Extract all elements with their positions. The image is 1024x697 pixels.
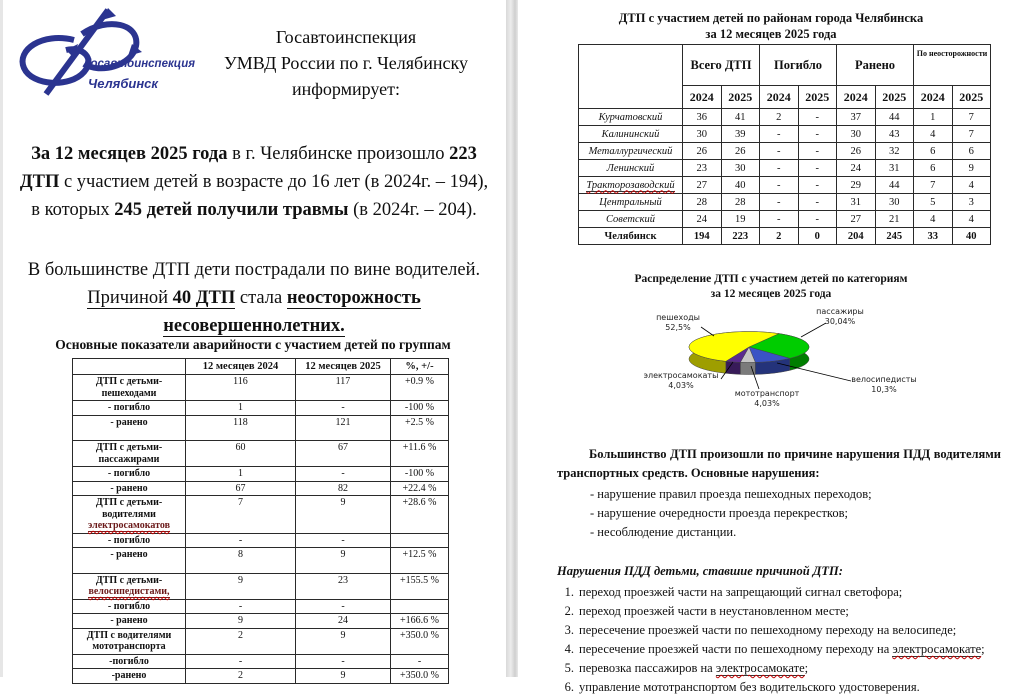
violation-item: - несоблюдение дистанции.: [590, 525, 737, 539]
district-value-cell: -: [798, 143, 837, 160]
district-value-cell: 6: [952, 143, 991, 160]
group-label-cell: -погибло: [73, 654, 186, 669]
district-value-cell: 26: [721, 143, 760, 160]
group-value-cell: 9: [296, 496, 391, 534]
groups-table-row: [73, 415, 449, 441]
group-value-cell: -: [186, 533, 296, 548]
district-value-cell: -: [760, 160, 799, 177]
district-value-cell: 32: [875, 143, 914, 160]
gibdd-logo: [12, 6, 202, 102]
groups-header-pct: %, +/-: [391, 359, 449, 375]
group-value-cell: 9: [186, 573, 296, 599]
intro-bold-2: 223 ДТП: [19, 144, 477, 192]
district-value-cell: 39: [721, 126, 760, 143]
district-table-row: [579, 160, 991, 177]
intro-text-2: с участием детей в возрасте до 16 лет (в 2024г. – 194), в которых: [31, 172, 489, 220]
district-value-cell: -: [798, 126, 837, 143]
group-value-cell: 8: [186, 548, 296, 574]
intro-text-3: (в 2024г. – 204).: [348, 200, 477, 220]
district-table-title-line2: за 12 месяцев 2025 года: [705, 27, 837, 41]
district-value-cell: 7: [914, 177, 953, 194]
district-value-cell: 24: [683, 211, 722, 228]
district-value-cell: 6: [914, 143, 953, 160]
district-table-row: [579, 109, 991, 126]
district-value-cell: 223: [721, 228, 760, 245]
children-violations-heading: Нарушения ПДД детьми, ставшие причиной ДТП:: [557, 564, 843, 578]
group-value-cell: 1: [186, 401, 296, 416]
group-label-cell: - погибло: [73, 467, 186, 482]
group-value-cell: -: [186, 599, 296, 614]
group-label-cell: - ранено: [73, 415, 186, 441]
groups-table-row: [73, 628, 449, 654]
district-value-cell: -: [760, 194, 799, 211]
heading-line1: Госавтоинспекция: [275, 27, 417, 47]
district-value-cell: 40: [952, 228, 991, 245]
district-value-cell: 44: [875, 177, 914, 194]
children-violation-item: 6. управление мототранспортом без водительского удостоверения.: [564, 680, 920, 694]
district-name-cell: Ленинский: [579, 160, 683, 177]
group-label-cell: - ранено: [73, 614, 186, 629]
logo-title: Госавтоинспекция: [84, 58, 196, 70]
year-header: 2025: [721, 86, 760, 109]
district-value-cell: 26: [837, 143, 876, 160]
district-value-cell: 245: [875, 228, 914, 245]
district-value-cell: 30: [721, 160, 760, 177]
groups-header-2025: 12 месяцев 2025: [296, 359, 391, 375]
district-value-cell: -: [798, 194, 837, 211]
group-value-cell: 9: [186, 614, 296, 629]
district-value-cell: 4: [952, 211, 991, 228]
groups-table-title: Основные показатели аварийности с участием детей по группам: [55, 337, 451, 352]
district-value-cell: 23: [683, 160, 722, 177]
groups-header-empty: [73, 359, 186, 375]
group-value-cell: 117: [296, 375, 391, 401]
groups-table-row: [73, 614, 449, 629]
group-value-cell: +350.0 %: [391, 669, 449, 684]
district-value-cell: 21: [875, 211, 914, 228]
district-header-died: Погибло: [760, 45, 837, 86]
group-value-cell: -: [186, 654, 296, 669]
group-value-cell: -: [391, 654, 449, 669]
cause-underline-1: Причиной: [87, 288, 173, 308]
group-value-cell: +350.0 %: [391, 628, 449, 654]
year-header: 2025: [952, 86, 991, 109]
group-value-cell: 67: [186, 481, 296, 496]
year-header: 2025: [875, 86, 914, 109]
district-value-cell: 7: [952, 126, 991, 143]
group-value-cell: +12.5 %: [391, 548, 449, 574]
group-value-cell: +28.6 %: [391, 496, 449, 534]
groups-table-row: [73, 496, 449, 534]
district-value-cell: 19: [721, 211, 760, 228]
district-name-cell: Челябинск: [579, 228, 683, 245]
groups-table-row: [73, 441, 449, 467]
district-value-cell: -: [760, 177, 799, 194]
district-value-cell: 7: [952, 109, 991, 126]
page-left: [0, 0, 506, 681]
group-value-cell: -: [296, 401, 391, 416]
district-table-title-line1: ДТП с участием детей по районам города Челябинска: [618, 11, 924, 25]
cause-bold-underline-2: неосторожность несовершеннолетних.: [163, 288, 421, 336]
cause-bold-underline: 40 ДТП: [172, 288, 236, 308]
group-label-cell: - погибло: [73, 533, 186, 548]
group-value-cell: +155.5 %: [391, 573, 449, 599]
violation-item: - нарушение правил проезда пешеходных переходов;: [590, 487, 872, 501]
groups-table-row: [73, 467, 449, 482]
district-table-title: [518, 10, 1024, 42]
district-header-groups-row: [579, 45, 991, 86]
district-table-row: [579, 143, 991, 160]
group-value-cell: 9: [296, 628, 391, 654]
group-label-cell: -ранено: [73, 669, 186, 684]
group-value-cell: 1: [186, 467, 296, 482]
group-value-cell: [391, 533, 449, 548]
pie-chart: [558, 303, 998, 428]
group-value-cell: +0.9 %: [391, 375, 449, 401]
district-value-cell: -: [798, 177, 837, 194]
pie-label-пешеходы: пешеходы 52,5%: [656, 313, 700, 332]
district-value-cell: 27: [683, 177, 722, 194]
logo-subtitle: Челябинск: [88, 76, 158, 91]
pie-chart-title-line1: Распределение ДТП с участием детей по категориям: [634, 273, 908, 285]
groups-table: [72, 358, 449, 684]
district-name-cell: Советский: [579, 211, 683, 228]
district-value-cell: 2: [760, 109, 799, 126]
district-value-cell: 31: [837, 194, 876, 211]
group-value-cell: 2: [186, 669, 296, 684]
year-header: 2024: [914, 86, 953, 109]
district-table-row: [579, 228, 991, 245]
district-value-cell: 204: [837, 228, 876, 245]
groups-table-row: [73, 599, 449, 614]
pie-chart-title: [518, 272, 1024, 302]
group-value-cell: -: [296, 467, 391, 482]
district-value-cell: 26: [683, 143, 722, 160]
district-value-cell: 4: [952, 177, 991, 194]
heading-line2: УМВД России по г. Челябинску: [224, 53, 468, 73]
district-name-cell: Курчатовский: [579, 109, 683, 126]
district-value-cell: 30: [683, 126, 722, 143]
children-violation-item: 4. пересечение проезжей части по пешеходному переходу на электросамокате;: [564, 642, 985, 656]
district-value-cell: 2: [760, 228, 799, 245]
district-value-cell: 41: [721, 109, 760, 126]
district-table-row: [579, 126, 991, 143]
district-name-cell: Центральный: [579, 194, 683, 211]
group-label-cell: ДТП с водителями мототранспорта: [73, 628, 186, 654]
district-value-cell: -: [760, 126, 799, 143]
district-table: [578, 44, 991, 245]
cause-text-2: стала: [235, 288, 287, 308]
district-value-cell: 9: [952, 160, 991, 177]
district-value-cell: 44: [875, 109, 914, 126]
group-label-cell: - ранено: [73, 481, 186, 496]
heading-line3: информирует:: [291, 79, 401, 99]
groups-table-row: [73, 481, 449, 496]
district-value-cell: -: [760, 143, 799, 160]
page-right: [518, 0, 1024, 694]
pie-label-пассажиры: пассажиры 30,04%: [816, 307, 864, 326]
group-value-cell: 23: [296, 573, 391, 599]
intro-bold-1: За 12 месяцев 2025 года: [31, 144, 228, 164]
group-value-cell: 118: [186, 415, 296, 441]
page-heading: [188, 24, 504, 102]
year-header: 2024: [760, 86, 799, 109]
children-violation-item: 3. пересечение проезжей части по пешеходному переходу на велосипеде;: [564, 623, 957, 637]
district-value-cell: 5: [914, 194, 953, 211]
group-value-cell: +166.6 %: [391, 614, 449, 629]
district-value-cell: 0: [798, 228, 837, 245]
group-value-cell: -100 %: [391, 467, 449, 482]
groups-header-2024: 12 месяцев 2024: [186, 359, 296, 375]
cause-text-1: В большинстве ДТП дети пострадали по вине водителей.: [27, 260, 481, 280]
district-value-cell: 4: [914, 211, 953, 228]
group-label-cell: - погибло: [73, 401, 186, 416]
groups-table-row: [73, 533, 449, 548]
district-value-cell: 43: [875, 126, 914, 143]
district-header-empty: [579, 45, 683, 109]
district-name-cell: Тракторозаводский: [579, 177, 683, 194]
children-violations-list: [557, 583, 1001, 697]
cause-paragraph: [16, 256, 492, 340]
district-value-cell: 30: [837, 126, 876, 143]
district-header-carelessness: По неосторожности: [914, 45, 991, 86]
group-value-cell: 67: [296, 441, 391, 467]
intro-paragraph: [16, 140, 492, 224]
intro-text-1: в г. Челябинске произошло: [227, 144, 450, 164]
district-value-cell: 24: [837, 160, 876, 177]
groups-table-row: [73, 654, 449, 669]
group-value-cell: +2.5 %: [391, 415, 449, 441]
group-value-cell: 116: [186, 375, 296, 401]
district-table-row: [579, 177, 991, 194]
pie-chart-title-line2: за 12 месяцев 2025 года: [710, 288, 832, 300]
group-label-cell: ДТП с детьми- велосипедистами,: [73, 573, 186, 599]
district-value-cell: 30: [875, 194, 914, 211]
violation-item: - нарушение очередности проезда перекрестков;: [590, 506, 848, 520]
group-value-cell: [391, 599, 449, 614]
group-label-cell: - погибло: [73, 599, 186, 614]
district-table-row: [579, 194, 991, 211]
district-value-cell: 33: [914, 228, 953, 245]
district-value-cell: 194: [683, 228, 722, 245]
district-name-cell: Калининский: [579, 126, 683, 143]
year-header: 2024: [837, 86, 876, 109]
group-value-cell: 121: [296, 415, 391, 441]
district-value-cell: 3: [952, 194, 991, 211]
group-value-cell: +11.6 %: [391, 441, 449, 467]
pie-label-электросамокаты: электросамокаты 4,03%: [643, 371, 719, 390]
page-gap-divider: [506, 0, 518, 677]
children-violation-item: 5. перевозка пассажиров на электросамокате;: [564, 661, 809, 675]
children-violation-item: 2. переход проезжей части в неустановленном месте;: [564, 604, 849, 618]
district-value-cell: -: [798, 160, 837, 177]
district-value-cell: 40: [721, 177, 760, 194]
group-label-cell: ДТП с детьми- пешеходами: [73, 375, 186, 401]
district-name-cell: Металлургический: [579, 143, 683, 160]
district-value-cell: 27: [837, 211, 876, 228]
district-header-total: Всего ДТП: [683, 45, 760, 86]
groups-table-row: [73, 669, 449, 684]
district-value-cell: -: [798, 211, 837, 228]
year-header: 2024: [683, 86, 722, 109]
district-value-cell: 1: [914, 109, 953, 126]
groups-table-row: [73, 548, 449, 574]
group-label-cell: - ранено: [73, 548, 186, 574]
group-value-cell: +22.4 %: [391, 481, 449, 496]
groups-table-row: [73, 573, 449, 599]
group-value-cell: 82: [296, 481, 391, 496]
pie-label-мототранспорт: мототранспорт 4,03%: [734, 389, 800, 408]
groups-table-row: [73, 401, 449, 416]
pie-label-велосипедисты: велосипедисты 10,3%: [851, 375, 917, 394]
district-value-cell: 28: [683, 194, 722, 211]
district-value-cell: -: [760, 211, 799, 228]
group-value-cell: -: [296, 533, 391, 548]
district-table-row: [579, 211, 991, 228]
group-value-cell: 2: [186, 628, 296, 654]
district-value-cell: 6: [914, 160, 953, 177]
group-value-cell: 7: [186, 496, 296, 534]
intro-bold-3: 245 детей получили травмы: [114, 200, 349, 220]
groups-table-header-row: [73, 359, 449, 375]
violations-section: [557, 445, 1001, 697]
district-value-cell: 29: [837, 177, 876, 194]
district-value-cell: 37: [837, 109, 876, 126]
district-value-cell: -: [798, 109, 837, 126]
year-header: 2025: [798, 86, 837, 109]
group-value-cell: -: [296, 654, 391, 669]
group-label-cell: ДТП с детьми-водителями электросамокатов: [73, 496, 186, 534]
district-value-cell: 28: [721, 194, 760, 211]
group-label-cell: ДТП с детьми- пассажирами: [73, 441, 186, 467]
district-value-cell: 4: [914, 126, 953, 143]
group-value-cell: -100 %: [391, 401, 449, 416]
group-value-cell: 9: [296, 548, 391, 574]
group-value-cell: 9: [296, 669, 391, 684]
violations-paragraph: Большинство ДТП произошли по причине нарушения ПДД водителями транспортных средств. Основные нарушения:: [557, 447, 1001, 480]
district-header-injured: Ранено: [837, 45, 914, 86]
group-value-cell: -: [296, 599, 391, 614]
group-value-cell: 60: [186, 441, 296, 467]
groups-table-row: [73, 375, 449, 401]
district-value-cell: 31: [875, 160, 914, 177]
group-value-cell: 24: [296, 614, 391, 629]
children-violation-item: 1. переход проезжей части на запрещающий сигнал светофора;: [564, 585, 903, 599]
district-value-cell: 36: [683, 109, 722, 126]
